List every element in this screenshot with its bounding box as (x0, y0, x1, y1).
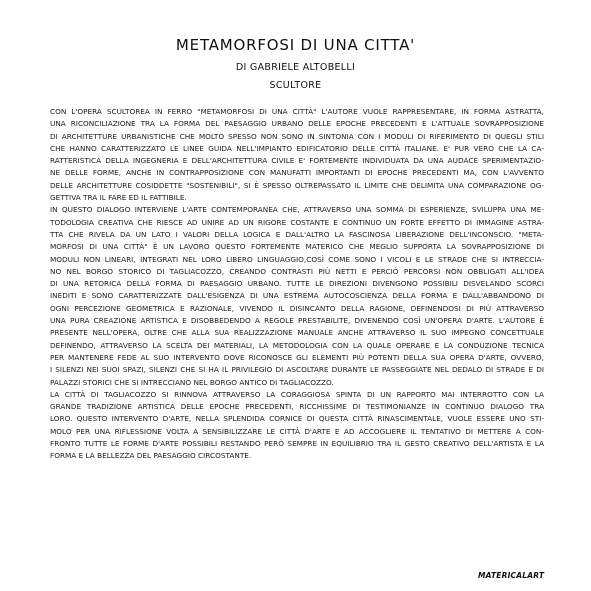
body-line: DI ARCHITETTURE URBANISTICHE CHE MOLTO SPESSO NON SONO IN SINTONIA CON I MODULI DI RIFERIMENTO DI QUEGLI STILI (50, 131, 544, 141)
body-line: MORFOSI DI UNA CITTÀ" È UN LAVORO QUESTO FORTEMENTE MATERICO CHE MEGLIO SUPPORTA LA SOVRAPPOSIZIONE DI (50, 242, 544, 252)
body-line: GRANDE TRADIZIONE ARTISTICA DELLE EPOCHE PRECEDENTI, RICCHISSIME DI TESTIMONIANZE IN CONTINUO DIALOGO TRA (50, 402, 544, 412)
body-line: PER MANTENERE FEDE AL SUO INTERVENTO DOVE RICONOSCE GLI ELEMENTI PIÙ POTENTI DELLA SUA OPERA D'ARTE, OVVERO, (50, 352, 544, 362)
body-line: FRONTO TUTTE LE FORME D'ARTE POSSIBILI RESTANDO PERÒ SEMPRE IN EQUILIBRIO TRA IL GESTO CREATIVO DELL'ARTISTA E LA (50, 439, 544, 449)
body-line: TODOLOGIA CREATIVA CHE RIESCE AD UNIRE AD UN RIGORE COSTANTE E CONTINUO UN FORTE EFFETTO DI IMMAGINE ASTRA- (50, 217, 544, 227)
body-line: MOLO PER UNA RIFLESSIONE VOLTA A SENSIBILIZZARE LE CITTÀ D'ARTE E AD ACCOGLIERE IL TENTATIVO DI METTERE A CON- (50, 426, 544, 436)
body-text (50, 106, 544, 463)
body-line: DEFINENDO, ATTRAVERSO LA SCELTA DEI MATERIALI, LA METODOLOGIA CON LA QUALE OPERARE E LA CONDUZIONE TECNICA (50, 340, 544, 350)
author-line: DI GABRIELE ALTOBELLI (235, 62, 356, 73)
body-line: FORMA E LA BELLEZZA DEL PAESAGGIO CIRCOSTANTE. (50, 451, 252, 461)
body-line: DELLE ARCHITETTURE COSIDDETTE "SOSTENIBILI", SI È SPESSO OLTREPASSATO IL LIMITE CHE DELIMITA UNA COMPARAZIONE OG- (50, 180, 544, 190)
author-role: SCULTORE (269, 80, 322, 91)
body-line: MODULI NON LINEARI, INTEGRATI NEL LORO LIBERO LINGUAGGIO,COSÌ COME SONO I VICOLI E LE STRADE CHE SI INTRECCIA- (50, 254, 544, 264)
body-line: NO NEL BORGO STORICO DI TAGLIACOZZO, CREANDO CONTRASTI PIÙ NETTI E PERCIÒ PERCORSI NON OBBLIGATI ALL'IDEA (50, 266, 544, 276)
signature: MATERICALART (478, 571, 545, 580)
body-line: PALAZZI STORICI CHE SI INTRECCIANO NEL BORGO ANTICO DI TAGLIACOZZO. (50, 377, 334, 387)
body-line: OGNI PERCEZIONE GEOMETRICA E RAZIONALE, VIVENDO IL DISINCANTO DELLA RAGIONE, DEFINENDOSI DI PIÙ ATTRAVERSO (50, 303, 544, 313)
body-line: GETTIVA TRA IL FARE ED IL FATTIBILE. (50, 193, 187, 203)
body-line: PRESENTE NELL'OPERA, OLTRE CHE ALLA SUA REALIZZAZIONE MANUALE ANCHE ATTRAVERSO IL SUO IMPEGNO CONCETTUALE (50, 328, 544, 338)
body-line: DI UNA RETORICA DELLA FORMA DI PAESAGGIO URBANO. TUTTE LE DIREZIONI DIVENGONO POSSIBILI DISVELANDO SCORCI (50, 279, 544, 289)
body-line: INEDITI E SONO CARATTERIZZATE DALL'ESIGENZA DI UNA ESTREMA AUTOCOSCIENZA DELLA FORMA E DALL'ABBANDONO DI (50, 291, 544, 301)
body-line: UNA RICONCILIAZIONE TRA LA FORMA DEL PAESAGGIO URBANO DELLE EPOCHE PRECEDENTI E L'ATTUALE SOVRAPPOSIZIONE (50, 119, 544, 129)
body-line: TTA CHE RIVELA DA UN LATO I VALORI DELLA LOGICA E DALL'ALTRO LA FASCINOSA LIBERAZIONE DELL'INCONSCIO. "META- (50, 229, 544, 239)
body-line: IN QUESTO DIALOGO INTERVIENE L'ARTE CONTEMPORANEA CHE, ATTRAVERSO UNA SOMMA DI ESPERIENZE, SVILUPPA UNA ME- (50, 205, 544, 215)
body-line: CHE HANNO CARATTERIZZATO LE LINEE GUIDA NELL'IMPIANTO EDIFICATORIO DELLE CITTÀ ITALIANE. E' PUR VERO CHE LA CA- (50, 143, 544, 153)
body-line: NE DELLE FORME, ANCHE IN CONTRAPPOSIZIONE CON MANUFATTI IMPORTANTI DI EPOCHE PRECEDENTI MA, CON L'AVVENTO (50, 168, 544, 178)
body-line: LORO. QUESTO INTERVENTO D'ARTE, NELLA SPLENDIDA CORNICE DI QUESTA CITTÀ RINASCIMENTALE, VUOLE ESSERE UNO STI- (50, 414, 544, 424)
body-line: I SILENZI NEI SUOI SPAZI, SILENZI CHE SI HA IL PRIVILEGIO DI ASCOLTARE DURANTE LE PASSEGGIATE NEL DEDALO DI STRADE E DI (50, 365, 544, 375)
body-line: CON L'OPERA SCULTOREA IN FERRO "METAMORFOSI DI UNA CITTÀ" L'AUTORE VUOLE RAPPRESENTARE, IN FORMA ASTRATTA, (50, 107, 544, 116)
body-line: RATTERISTICA DELLA INGEGNERIA E DELL'ARCHITETTURA CIVILE E' FORTEMENTE INDIVIDUATA DA UNA AUDACE SPERIMENTAZIO- (50, 156, 544, 166)
body-line: LA CITTÀ DI TAGLIACOZZO SI RINNOVA ATTRAVERSO LA CORAGGIOSA SPINTA DI UN RAPPORTO MAI INTERROTTO CON LA (50, 389, 544, 399)
body-line: UNA PURA CREAZIONE ARTISTICA E DISOBBEDENDO A REGOLE PRESTABILITE, DIVENENDO COSÌ UN'OPERA D'ARTE. L'AUTORE È (50, 316, 544, 326)
document-title: METAMORFOSI DI UNA CITTA' (175, 36, 416, 54)
